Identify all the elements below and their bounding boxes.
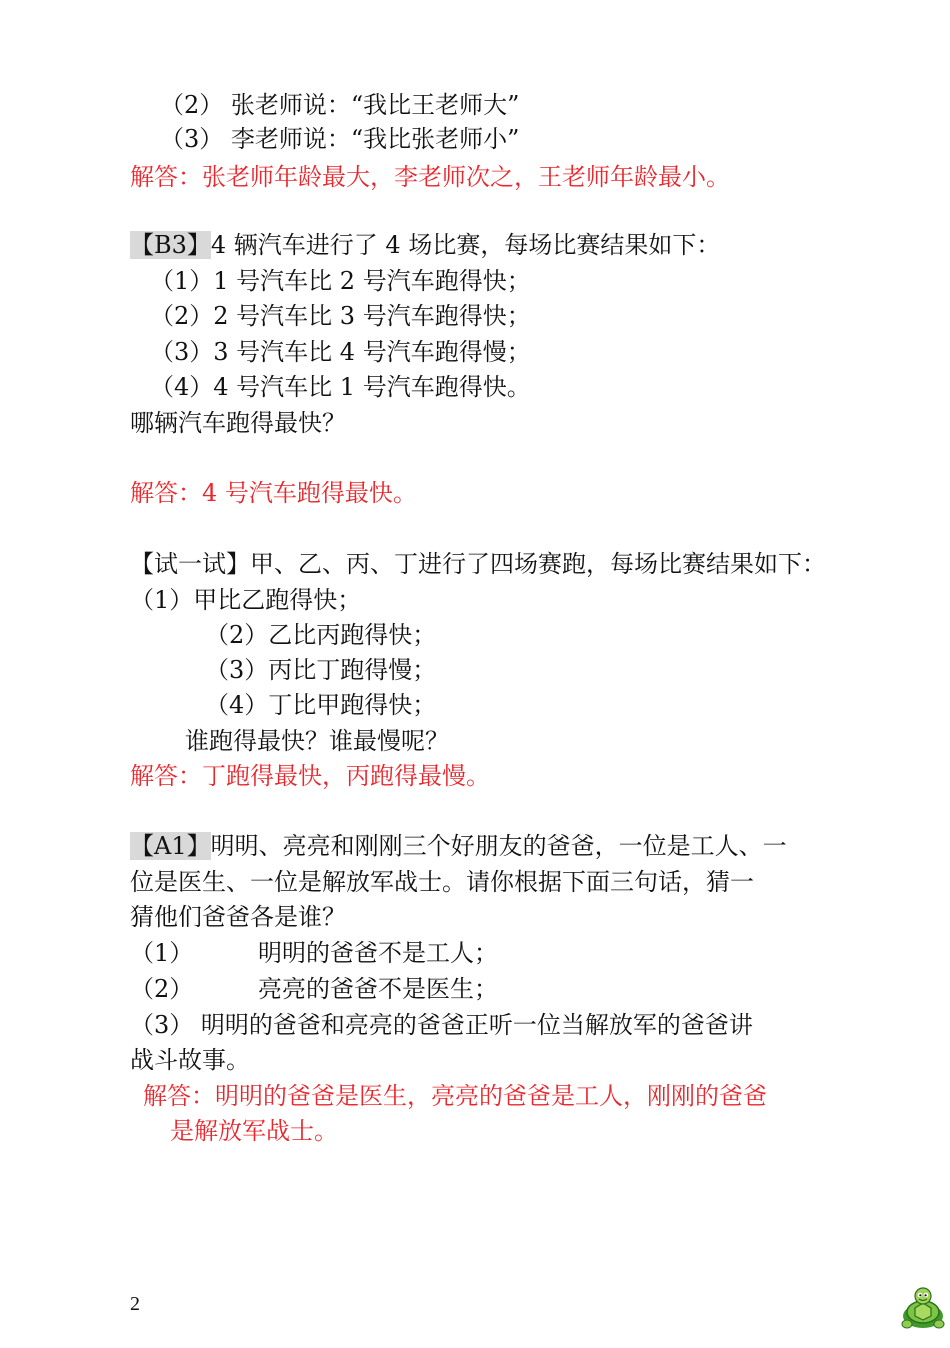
- condition-text: 明明的爸爸不是工人；: [258, 939, 498, 967]
- condition-line: [130, 974, 498, 1004]
- condition-line: （4）丁比甲跑得快；: [205, 691, 437, 719]
- condition-line: （3） 明明的爸爸和亮亮的爸爸正听一位当解放军的爸爸讲: [130, 1011, 753, 1039]
- condition-number: （1）: [130, 939, 194, 967]
- question-line: 谁跑得最快？谁最慢呢？: [185, 727, 449, 755]
- answer-line: 解答：丁跑得最快，丙跑得最慢。: [130, 762, 490, 790]
- problem-label: 【A1】: [130, 832, 211, 860]
- answer-line: 解答：4 号汽车跑得最快。: [130, 479, 417, 507]
- problem-label: 【B3】: [130, 231, 211, 259]
- condition-line: （3）3 号汽车比 4 号汽车跑得慢；: [150, 338, 531, 366]
- answer-line: 解答：张老师年龄最大，李老师次之，王老师年龄最小。: [130, 163, 730, 191]
- condition-number: （2）: [130, 975, 194, 1003]
- problem-heading: [130, 831, 787, 861]
- condition-line: （4）4 号汽车比 1 号汽车跑得快。: [150, 373, 531, 401]
- condition-line: （1）1 号汽车比 2 号汽车跑得快；: [150, 267, 531, 295]
- condition-line: [130, 938, 498, 968]
- condition-line: （1）甲比乙跑得快；: [130, 586, 362, 614]
- condition-line: （3） 李老师说：“我比张老师小”: [160, 125, 520, 153]
- answer-line: 是解放军战士。: [170, 1117, 338, 1145]
- condition-line: （2） 张老师说：“我比王老师大”: [160, 91, 520, 119]
- problem-text: 猜他们爸爸各是谁？: [130, 903, 346, 931]
- condition-line: （2）乙比丙跑得快；: [205, 621, 437, 649]
- condition-line: （2）2 号汽车比 3 号汽车跑得快；: [150, 302, 531, 330]
- problem-heading: 【试一试】甲、乙、丙、丁进行了四场赛跑，每场比赛结果如下：: [130, 550, 826, 578]
- problem-heading: [130, 230, 720, 260]
- condition-line: （3）丙比丁跑得慢；: [205, 656, 437, 684]
- problem-text: 位是医生、一位是解放军战士。请你根据下面三句话，猜一: [130, 868, 754, 896]
- condition-line: 战斗故事。: [130, 1046, 250, 1074]
- turtle-mascot-icon: [898, 1285, 948, 1335]
- page-number: 2: [130, 1293, 140, 1315]
- question-line: 哪辆汽车跑得最快？: [130, 409, 346, 437]
- condition-text: 亮亮的爸爸不是医生；: [258, 975, 498, 1003]
- problem-text: 4 辆汽车进行了 4 场比赛，每场比赛结果如下：: [210, 231, 721, 259]
- problem-text: 明明、亮亮和刚刚三个好朋友的爸爸，一位是工人、一: [210, 832, 787, 860]
- answer-line: 解答：明明的爸爸是医生，亮亮的爸爸是工人，刚刚的爸爸: [143, 1082, 767, 1110]
